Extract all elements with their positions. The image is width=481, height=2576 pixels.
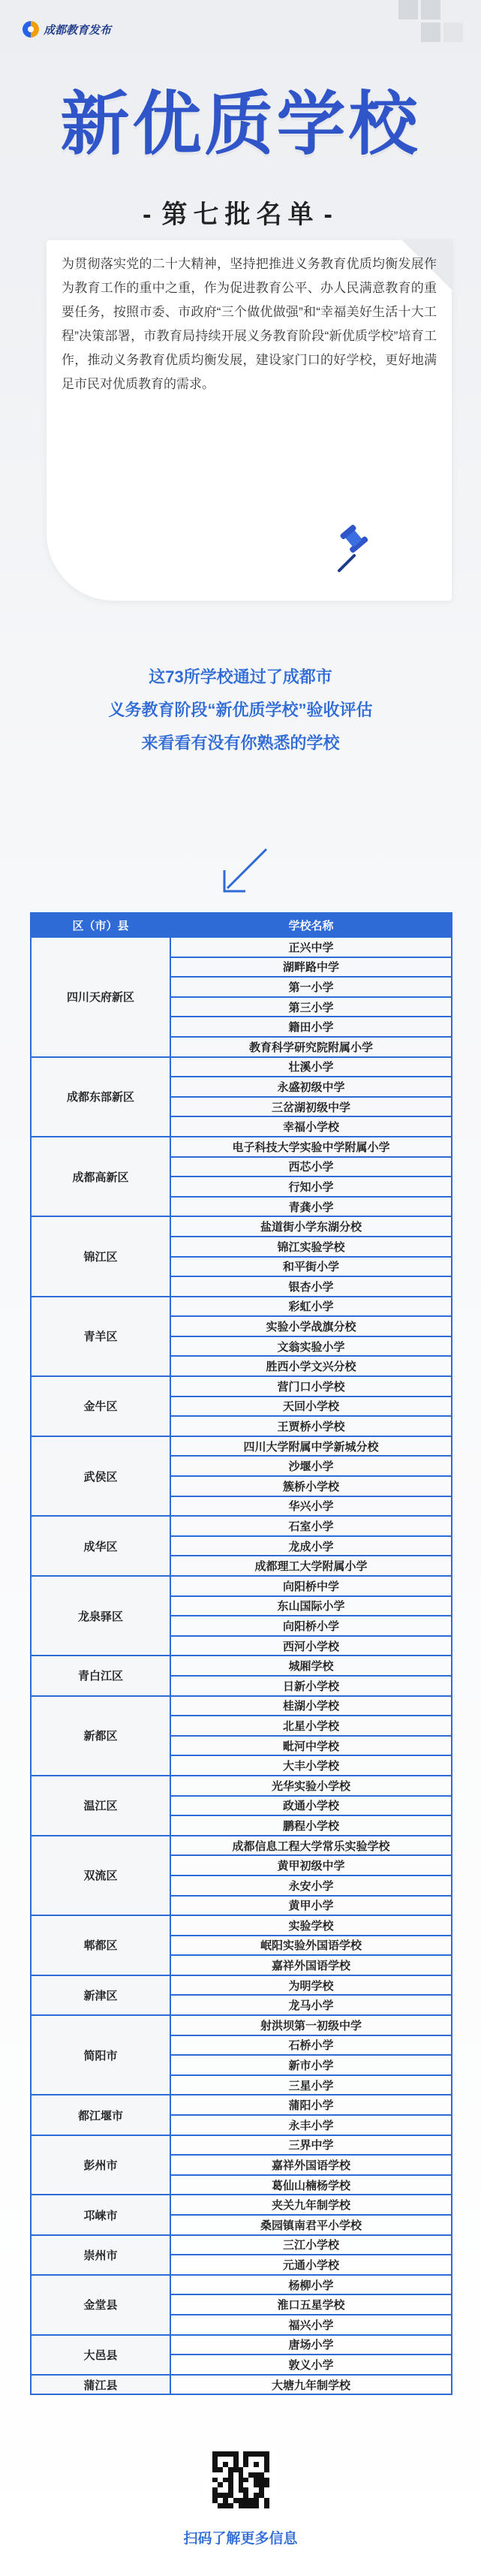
school-cell: 天回小学校 [170, 1396, 452, 1417]
header-district: 区（市）县 [31, 913, 170, 937]
table-row [31, 1776, 452, 1796]
school-cell: 桂湖小学校 [170, 1696, 452, 1716]
district-cell: 温江区 [31, 1776, 170, 1836]
table-row [31, 1576, 452, 1596]
school-cell: 龙马小学 [170, 1995, 452, 2015]
school-cell: 电子科技大学实验中学附属小学 [170, 1137, 452, 1157]
table-row [31, 1656, 452, 1676]
intro-card [47, 240, 452, 601]
school-cell: 壮溪小学 [170, 1057, 452, 1077]
district-cell: 成都高新区 [31, 1137, 170, 1216]
school-cell: 城厢学校 [170, 1656, 452, 1676]
school-cell: 永丰小学 [170, 2115, 452, 2135]
school-cell: 西河小学校 [170, 1636, 452, 1656]
table-row [31, 1696, 452, 1716]
school-cell: 簇桥小学校 [170, 1476, 452, 1496]
school-cell: 黄甲小学 [170, 1896, 452, 1916]
district-cell: 四川天府新区 [31, 937, 170, 1057]
school-cell: 永安小学 [170, 1876, 452, 1896]
school-cell: 三江小学校 [170, 2235, 452, 2255]
school-cell: 蒲阳小学 [170, 2095, 452, 2115]
school-cell: 实验小学战旗分校 [170, 1316, 452, 1336]
district-cell: 邛崃市 [31, 2195, 170, 2234]
school-cell: 福兴小学 [170, 2315, 452, 2335]
school-cell: 毗河中学校 [170, 1736, 452, 1756]
subtitle-text: 第七批名单 [161, 200, 320, 229]
school-cell: 石室小学 [170, 1516, 452, 1536]
table-row [31, 1137, 452, 1157]
school-cell: 石桥小学 [170, 2035, 452, 2056]
school-cell: 大塘九年制学校 [170, 2375, 452, 2395]
school-cell: 向阳桥小学 [170, 1616, 452, 1636]
school-cell: 行知小学 [170, 1177, 452, 1197]
school-cell: 嘉祥外国语学校 [170, 1955, 452, 1975]
school-cell: 成都理工大学附属小学 [170, 1556, 452, 1576]
school-cell: 向阳桥中学 [170, 1576, 452, 1596]
logo-text: 成都教育发布 [44, 23, 112, 37]
school-cell: 彩虹小学 [170, 1297, 452, 1317]
table-row [31, 1516, 452, 1536]
table-row [31, 1216, 452, 1237]
table-row [31, 2375, 452, 2395]
school-cell: 和平街小学 [170, 1257, 452, 1277]
table-row [31, 1376, 452, 1396]
page-title: 新优质学校 [60, 86, 421, 163]
district-cell: 蒲江县 [31, 2375, 170, 2395]
school-cell: 三岔湖初级中学 [170, 1097, 452, 1117]
table-row [31, 1436, 452, 1457]
district-cell: 新都区 [31, 1696, 170, 1776]
school-cell: 华兴小学 [170, 1496, 452, 1517]
school-cell: 大丰小学校 [170, 1755, 452, 1776]
school-cell: 教育科学研究院附属小学 [170, 1037, 452, 1057]
table-row [31, 1297, 452, 1317]
school-cell: 东山国际小学 [170, 1596, 452, 1616]
district-cell: 金牛区 [31, 1376, 170, 1436]
school-cell: 青龚小学 [170, 1197, 452, 1217]
school-cell: 湖畔路中学 [170, 957, 452, 978]
school-cell: 文翁实验小学 [170, 1336, 452, 1357]
header-school: 学校名称 [170, 913, 452, 937]
district-cell: 崇州市 [31, 2235, 170, 2275]
district-cell: 武侯区 [31, 1436, 170, 1516]
school-cell: 四川大学附属中学新城分校 [170, 1436, 452, 1457]
district-cell: 彭州市 [31, 2135, 170, 2195]
district-cell: 双流区 [31, 1836, 170, 1915]
district-cell: 锦江区 [31, 1216, 170, 1296]
district-cell: 青羊区 [31, 1297, 170, 1376]
table-row [31, 1915, 452, 1936]
school-cell: 胜西小学文兴分校 [170, 1356, 452, 1376]
school-cell: 唐场小学 [170, 2335, 452, 2355]
district-cell: 成都东部新区 [31, 1057, 170, 1137]
school-cell: 淮口五星学校 [170, 2294, 452, 2315]
school-cell: 成都信息工程大学常乐实验学校 [170, 1836, 452, 1856]
table-row [31, 2335, 452, 2355]
school-cell: 三界中学 [170, 2135, 452, 2156]
table-row [31, 937, 452, 957]
school-cell: 夹关九年制学校 [170, 2195, 452, 2215]
district-cell: 新津区 [31, 1975, 170, 2015]
school-cell: 杨柳小学 [170, 2275, 452, 2295]
logo [23, 21, 111, 38]
table-row [31, 1836, 452, 1856]
school-cell: 龙成小学 [170, 1536, 452, 1556]
table-body [31, 937, 452, 2394]
school-cell: 北星小学校 [170, 1716, 452, 1736]
table-header-row [31, 913, 452, 937]
school-cell: 银杏小学 [170, 1276, 452, 1297]
school-cell: 日新小学校 [170, 1676, 452, 1696]
table-row [31, 2195, 452, 2215]
school-cell: 元通小学校 [170, 2255, 452, 2275]
school-cell: 第三小学 [170, 997, 452, 1017]
arrow-down-icon [214, 845, 274, 897]
district-cell: 都江堰市 [31, 2095, 170, 2135]
school-cell: 岷阳实验外国语学校 [170, 1936, 452, 1956]
district-cell: 简阳市 [31, 2015, 170, 2095]
school-cell: 王贾桥小学校 [170, 1416, 452, 1436]
school-cell: 葛仙山楠杨学校 [170, 2175, 452, 2195]
school-cell: 三星小学 [170, 2075, 452, 2095]
school-cell: 营门口小学校 [170, 1376, 452, 1396]
school-cell: 射洪坝第一初级中学 [170, 2015, 452, 2035]
table-row [31, 2275, 452, 2295]
district-cell: 龙泉驿区 [31, 1576, 170, 1656]
school-table [30, 912, 451, 2395]
district-cell: 大邑县 [31, 2335, 170, 2375]
page-subtitle: - 第七批名单 - [143, 200, 338, 229]
table-row [31, 2015, 452, 2035]
school-cell: 盐道街小学东湖分校 [170, 1216, 452, 1237]
school-cell: 锦江实验学校 [170, 1237, 452, 1257]
logo-icon [23, 21, 39, 38]
statement [0, 661, 481, 760]
school-cell: 鹏程小学校 [170, 1815, 452, 1836]
table-row [31, 2235, 452, 2255]
school-cell: 籍田小学 [170, 1017, 452, 1037]
district-cell: 青白江区 [31, 1656, 170, 1695]
school-cell: 幸福小学校 [170, 1116, 452, 1137]
school-cell: 桑园镇南君平小学校 [170, 2215, 452, 2235]
school-cell: 政通小学校 [170, 1796, 452, 1816]
school-cell: 新市小学 [170, 2055, 452, 2075]
school-cell: 第一小学 [170, 977, 452, 997]
school-cell: 光华实验小学校 [170, 1776, 452, 1796]
school-cell: 为明学校 [170, 1975, 452, 1996]
school-cell: 西芯小学 [170, 1157, 452, 1177]
school-cell: 沙堰小学 [170, 1456, 452, 1476]
school-cell: 黄甲初级中学 [170, 1855, 452, 1876]
statement-line-3: 来看看有没有你熟悉的学校 [141, 734, 340, 752]
qr-code-icon [209, 2448, 273, 2512]
school-cell: 嘉祥外国语学校 [170, 2155, 452, 2175]
table-row [31, 1975, 452, 1996]
statement-line-2: 义务教育阶段“新优质学校”验收评估 [108, 700, 373, 719]
pushpin-icon [323, 518, 390, 586]
school-cell: 正兴中学 [170, 937, 452, 957]
scan-text: 扫码了解更多信息 [183, 2531, 298, 2547]
district-cell: 金堂县 [31, 2275, 170, 2335]
table-row [31, 2135, 452, 2156]
table-row [31, 1057, 452, 1077]
statement-line-1: 这73所学校通过了成都市 [149, 667, 332, 686]
district-cell: 郫都区 [31, 1915, 170, 1975]
table-row [31, 2095, 452, 2115]
district-cell: 成华区 [31, 1516, 170, 1576]
school-cell: 实验学校 [170, 1915, 452, 1936]
intro-text: 为贯彻落实党的二十大精神，坚持把推进义务教育优质均衡发展作为教育工作的重中之重，作为促进教育公平、办人民满意教育的重要任务，按照市委、市政府“三个做优做强”和“幸福美好生活十大工程”决策部署，市教育局持续开展义务教育阶段“新优质学校”培育工作，推动义务教育优质均衡发展，建设家门口的好学校，更好地满足市民对优质教育的需求。 [62, 257, 437, 391]
school-cell: 永盛初级中学 [170, 1077, 452, 1097]
school-cell: 敦义小学 [170, 2355, 452, 2375]
